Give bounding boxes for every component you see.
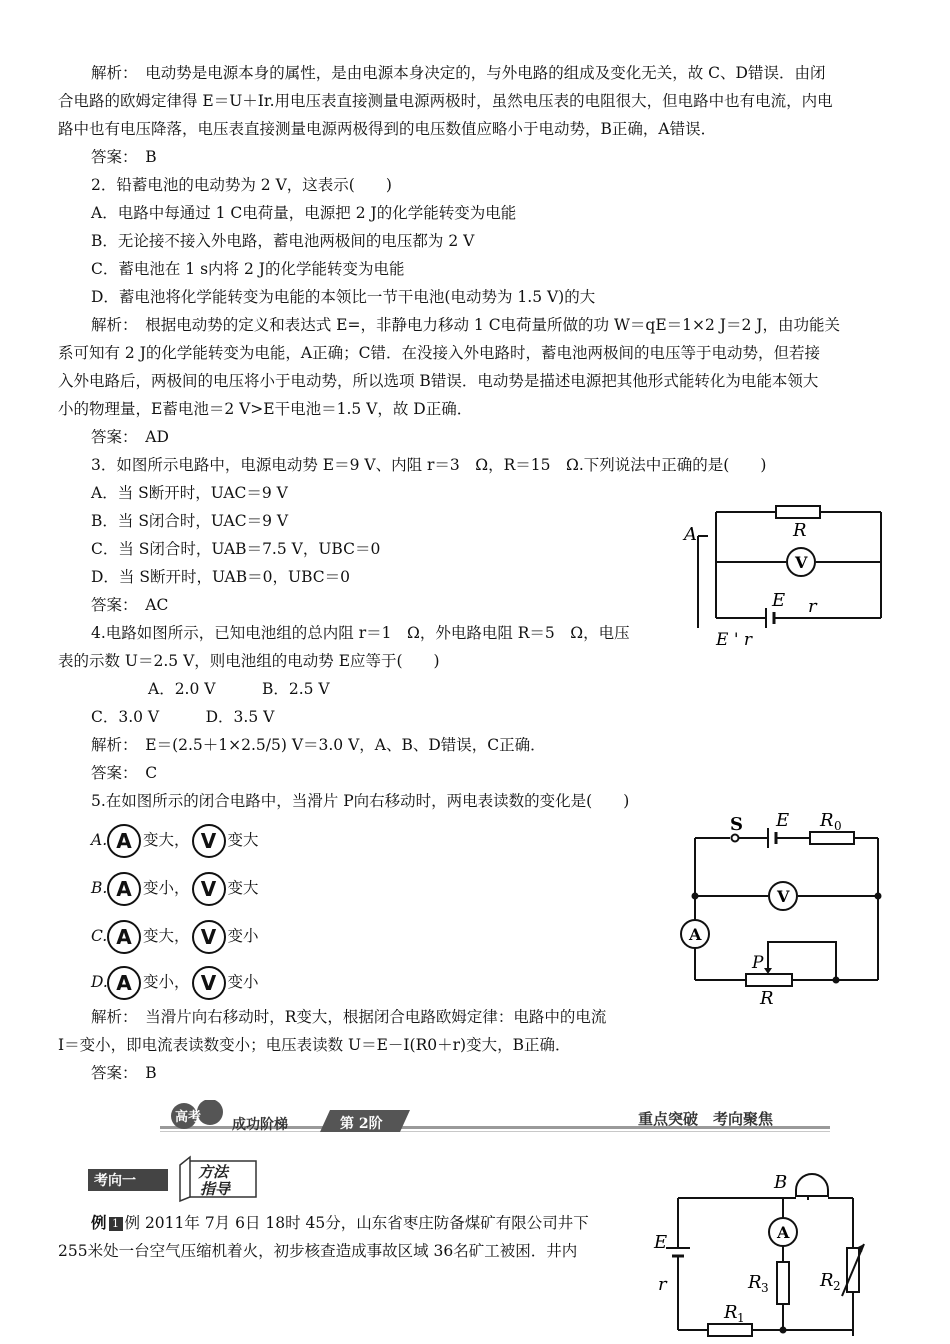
line-1: 解析： 电动势是电源本身的属性，是由电源本身决定的，与外电路的组成及变化无关，故 C、D错误．由闭 [91,64,826,82]
voltmeter-icon: V [192,920,226,954]
q3-option-d: D．当 S断开时，UAB＝0，UBC＝0 [91,568,350,586]
q4-options-ab: A．2.0 V B．2.5 V [148,680,330,698]
banner-right: 重点突破 考向聚焦 [638,1110,774,1128]
q5-option-a: A. A 变大， V 变大 [91,824,259,858]
hint-title-1: 方法 [198,1163,229,1181]
q2-option-c: C．蓄电池在 1 s内将 2 J的化学能转变为电能 [91,260,405,278]
q5-analysis-1: 解析： 当滑片向右移动时，R变大，根据闭合电路欧姆定律：电路中的电流 [91,1008,607,1026]
answer-4: 答案： C [91,764,158,782]
banner-left: 高考 [175,1110,202,1125]
q5-option-c: C. A 变大， V 变小 [91,920,259,954]
fig2-label-r0-sub: 0 [834,819,842,833]
q4-options-cd: C．3.0 V D．3.5 V [91,708,275,726]
q2-option-d: D．蓄电池将化学能转变为电能的本领比一节干电池(电动势为 1.5 V)的大 [91,288,596,306]
fig2-label-r: R [760,988,774,1008]
banner-step-no: 第 2阶 [340,1116,383,1132]
q3-option-b: B．当 S闭合时，UAC＝9 V [91,512,289,530]
fig3-label-r3: R [748,1272,762,1293]
ammeter-icon: A [107,872,141,906]
answer-3: 答案： AC [91,596,169,614]
q4-analysis: 解析： E＝(2.5＋1×2.5/5) V＝3.0 V，A、B、D错误，C正确． [91,736,546,754]
q5-option-b: B. A 变小， V 变大 [91,872,259,906]
fig3-ammeter-icon: A [777,1223,790,1242]
q2-option-b: B．无论接不接入外电路，蓄电池两极间的电压都为 2 V [91,232,475,250]
fig1-label-e: E [772,590,786,611]
q5-option-d: D. A 变小， V 变小 [91,966,259,1000]
circuit-figure-q3 [676,500,888,650]
q2-analysis-1: 解析： 根据电动势的定义和表达式 E=，非静电力移动 1 C电荷量所做的功 W＝qE＝1×2 J＝2 J，由功能关 [91,316,841,334]
fig3-label-r1: R [724,1302,738,1323]
question-3: 3．如图所示电路中，电源电动势 E＝9 V、内阻 r＝3 Ω，R＝15 Ω.下列说法中正确的是( ) [91,456,767,474]
circuit-figure-example [648,1166,878,1344]
line-2: 合电路的欧姆定律得 E＝U＋Ir.用电压表直接测量电源两极时，虽然电压表的电阻很大，但电路中也有电流，内电 [58,92,833,110]
q5-analysis-2: I＝变小，即电流表读数变小；电压表读数 U＝E－I(R0＋r)变大，B正确． [58,1036,571,1054]
ammeter-icon: A [107,824,141,858]
fig1-label-a: A [684,524,697,545]
q2-analysis-3: 入外电路后，两极间的电压将小于电动势，所以选项 B错误．电动势是描述电源把其他形式能转化为电能本领大 [58,372,819,390]
circuit-figure-q5 [680,808,890,1008]
answer-2: 答案： AD [91,428,169,446]
method-hint-tag [88,1153,268,1203]
ammeter-icon: A [107,920,141,954]
fig3-label-r2-sub: 2 [833,1279,841,1293]
question-4-line-1: 4.电路如图所示，已知电池组的总内阻 r＝1 Ω，外电路电阻 R＝5 Ω，电压 [91,624,630,642]
q3-option-a: A．当 S断开时，UAC＝9 V [91,484,288,502]
fig1-label-r: R [793,520,807,541]
question-5: 5.在如图所示的闭合电路中，当滑片 P向右移动时，两电表读数的变化是( ) [91,792,630,810]
hint-tag: 考向一 [94,1173,136,1189]
voltmeter-icon: V [192,966,226,1000]
fig3-label-e: E [654,1232,668,1253]
section-banner [160,1100,830,1140]
fig2-label-r0: R [820,810,834,831]
fig2-voltmeter-icon: V [777,887,790,906]
voltmeter-icon: V [192,824,226,858]
banner-step-title: 成功阶梯 [232,1117,288,1133]
hint-title-2: 指导 [200,1180,231,1198]
ammeter-icon: A [107,966,141,1000]
q2-option-a: A．电路中每通过 1 C电荷量，电源把 2 J的化学能转变为电能 [91,204,517,222]
fig3-label-r: r [658,1274,667,1295]
fig2-label-s: S [730,814,743,835]
line-3: 路中也有电压降落，电压表直接测量电源两极得到的电压数值应略小于电动势，B正确，A错误． [58,120,717,138]
fig3-label-b: B [774,1172,788,1193]
question-2: 2．铅蓄电池的电动势为 2 V，这表示( ) [91,176,392,194]
fig3-label-r3-sub: 3 [761,1281,769,1295]
fig2-ammeter-icon: A [689,925,702,944]
q2-analysis-4: 小的物理量，E蓄电池＝2 V>E干电池＝1.5 V，故 D正确． [58,400,473,418]
answer-1: 答案： B [91,148,157,166]
fig2-label-e: E [776,810,790,831]
example-line-1: 例 1 例 2011年 7月 6日 18时 45分，山东省枣庄防备煤矿有限公司井下 [91,1214,589,1232]
question-4-line-2: 表的示数 U＝2.5 V，则电池组的电动势 E应等于( ) [58,652,440,670]
answer-5: 答案： B [91,1064,157,1082]
example-line-2: 255米处一台空气压缩机着火，初步核查造成事故区域 36名矿工被困．井内 [58,1242,578,1260]
q3-option-c: C．当 S闭合时，UAB＝7.5 V，UBC＝0 [91,540,381,558]
fig1-label-r-small: r [808,596,817,617]
fig2-label-p: P [752,953,764,973]
voltmeter-icon: V [192,872,226,906]
q2-analysis-2: 系可知有 2 J的化学能转变为电能，A正确；C错．在没接入外电路时，蓄电池两极间的电压等于电动势，但若接 [58,344,820,362]
fig3-label-r2: R [820,1270,834,1291]
fig1-voltmeter-icon: V [795,553,808,572]
fig3-label-r1-sub: 1 [737,1311,745,1325]
fig1-label-er: E ' r [716,630,753,650]
